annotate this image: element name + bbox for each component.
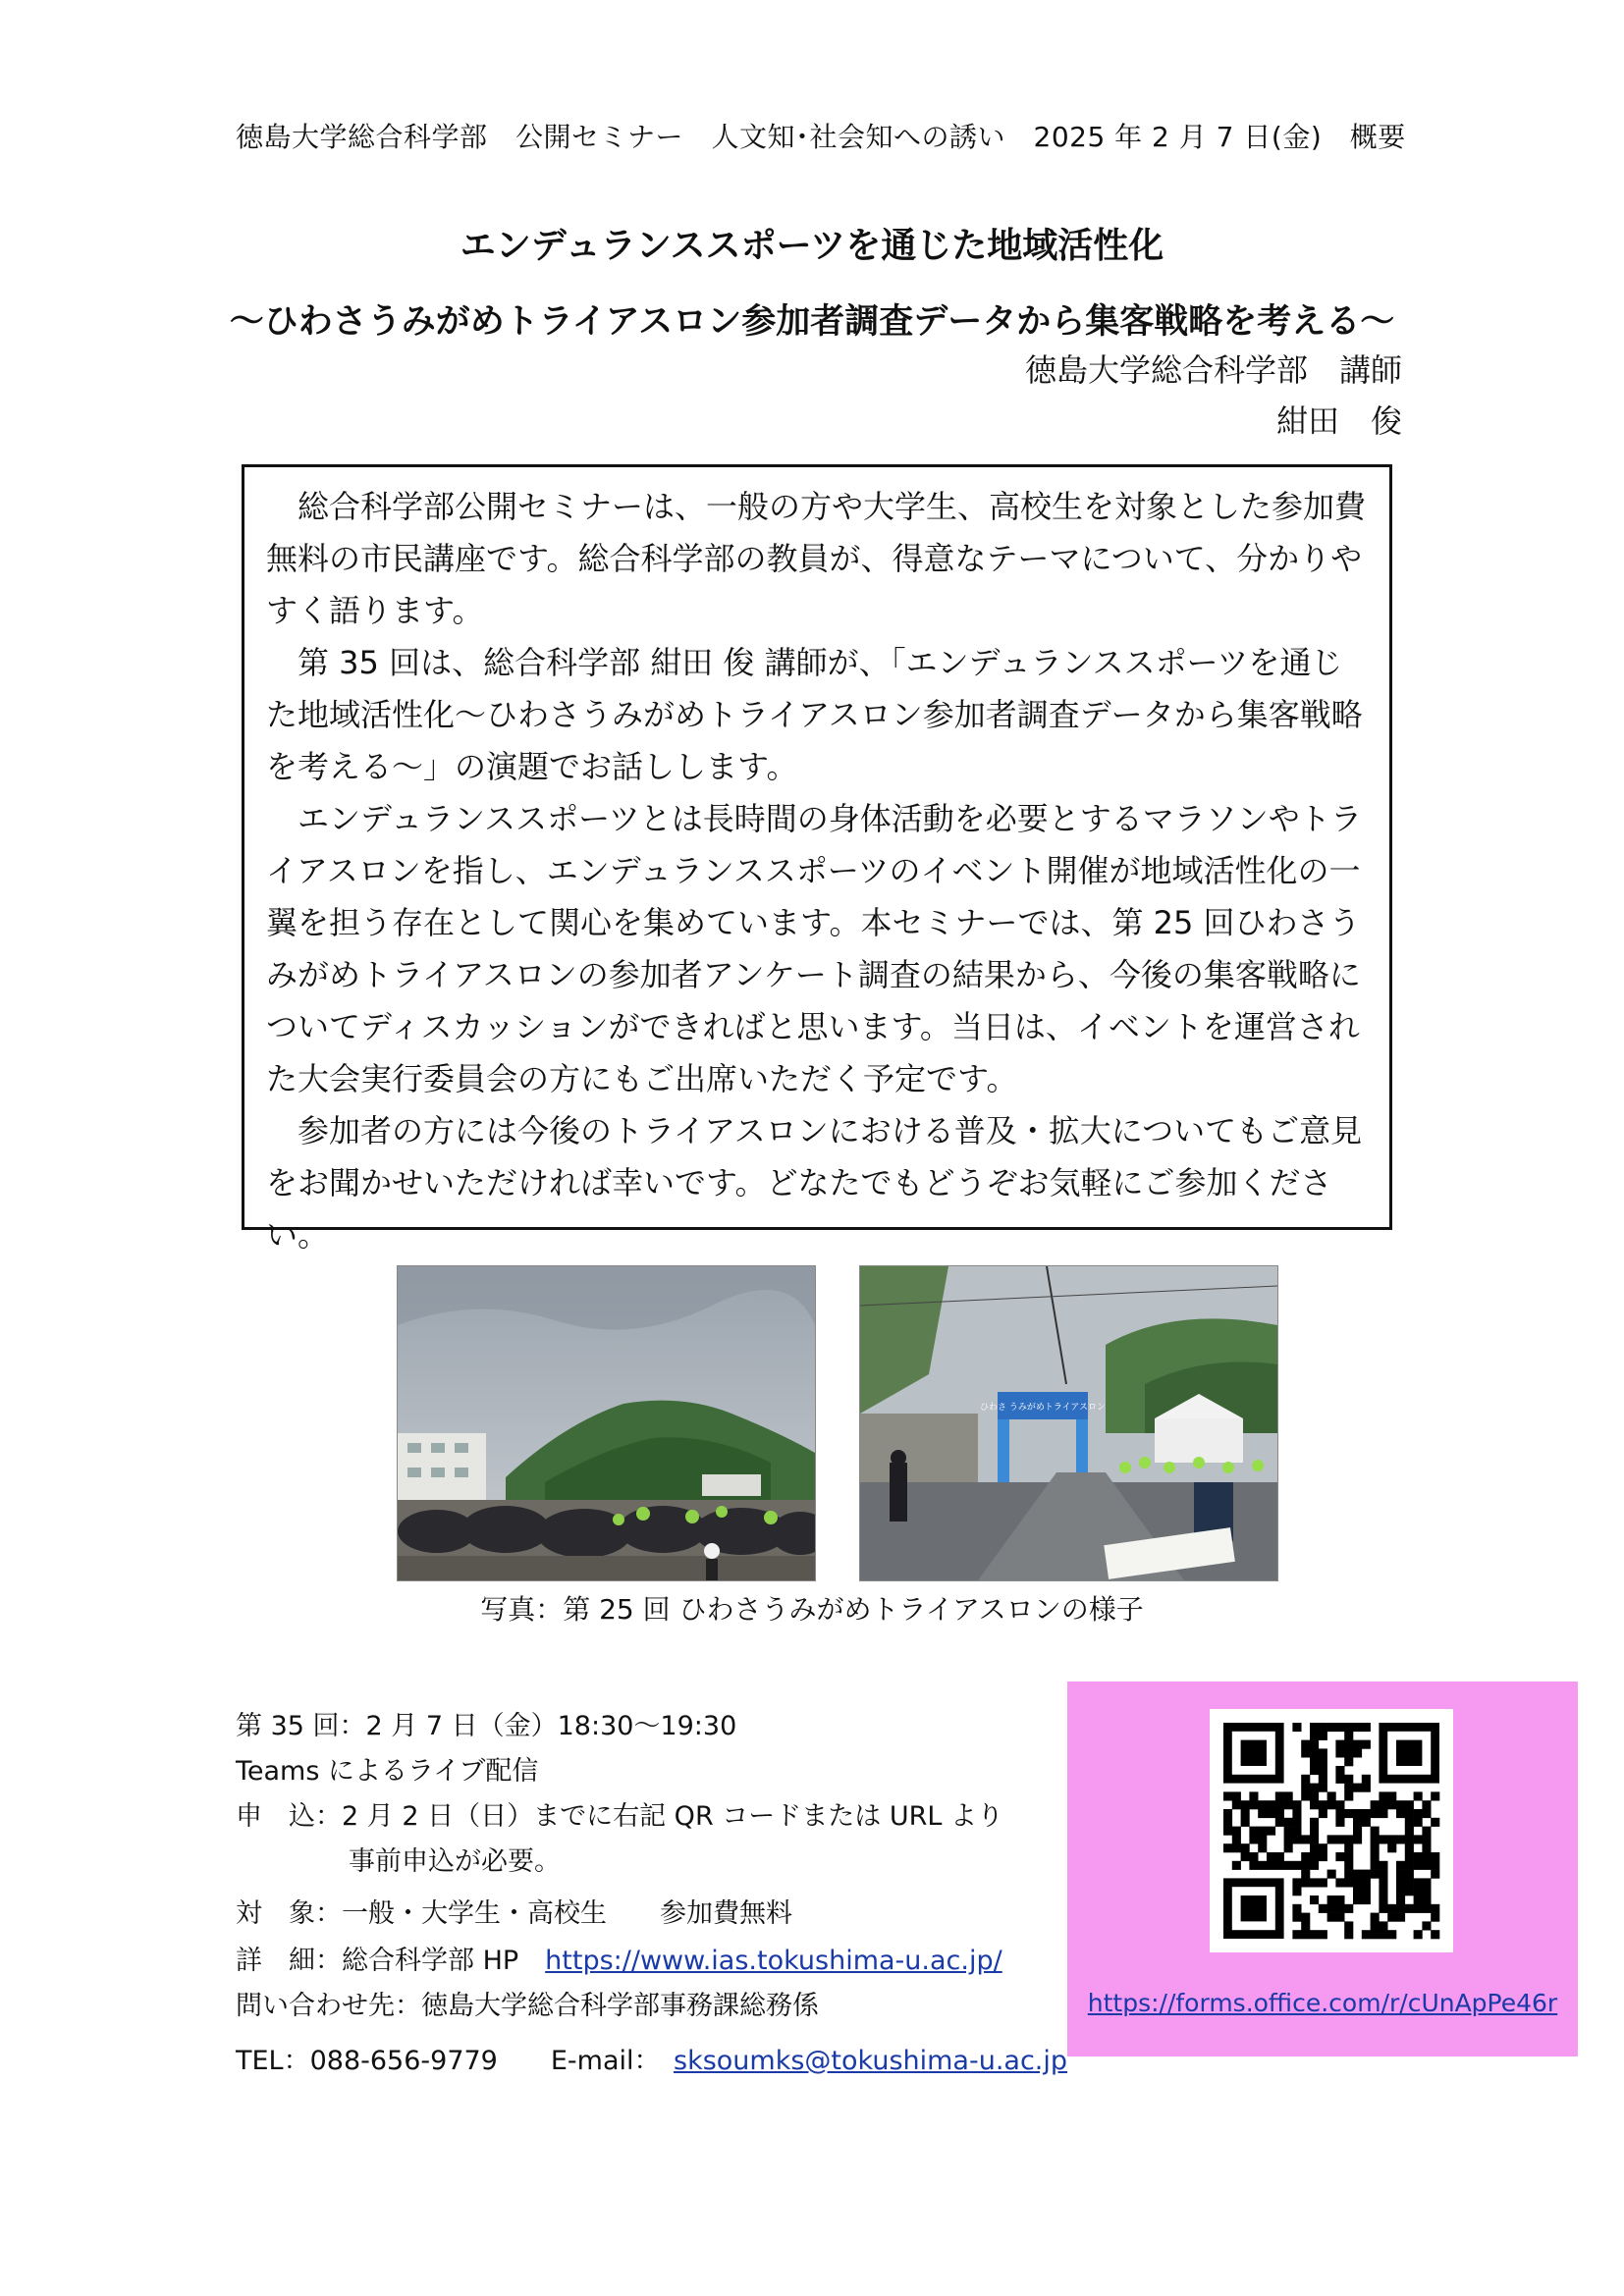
application-line xyxy=(236,1794,1003,1833)
target-value: 一般・大学生・高校生 参加費無料 xyxy=(342,1898,792,1929)
speaker-affiliation: 徳島大学総合科学部 講師 xyxy=(1024,351,1402,389)
application-label: 申 込： xyxy=(236,1801,342,1832)
seminar-subtitle: 〜ひわさうみがめトライアスロン参加者調査データから集客戦略を考える〜 xyxy=(229,302,1395,342)
intro-box xyxy=(242,464,1392,1254)
photo-caption: 写真：第 25 回 ひわさうみがめトライアスロンの様子 xyxy=(480,1593,1144,1626)
delivery-format: Teams によるライブ配信 xyxy=(236,1756,539,1787)
speaker-name: 紺田 俊 xyxy=(1275,402,1402,440)
detail-link[interactable]: https://www.ias.tokushima-u.ac.jp/ xyxy=(545,1946,1002,1976)
intro-paragraph: 参加者の方には今後のトライアスロンにおける普及・拡大についてもご意見をお聞かせいただければ幸いです。どなたでもどうぞお気軽にご参加ください。 xyxy=(266,1112,1363,1254)
detail-value: 総合科学部 HP xyxy=(342,1946,519,1976)
gate-banner: ひわさ うみがめトライアスロン xyxy=(980,1403,1106,1413)
contact-line: 問い合わせ先：徳島大学総合科学部事務課総務係 xyxy=(236,1991,819,2021)
target-line xyxy=(236,1892,792,1930)
photo-start-area xyxy=(397,1265,816,1581)
detail-label: 詳 細： xyxy=(236,1946,342,1976)
qr-code-icon[interactable] xyxy=(1210,1709,1453,1952)
email-link[interactable]: sksoumks@tokushima-u.ac.jp xyxy=(674,2046,1068,2076)
intro-paragraph: エンデュランススポーツとは長時間の身体活動を必要とするマラソンやトライアスロンを指し、エンデュランススポーツのイベント開催が地域活性化の一翼を担う存在として関心を集めています。本セミナーでは、第 25 回ひわさうみがめトライアスロンの参加者アンケート調査の結果から、今後の集客戦略についてディスカッションができればと思います。当日は、イベントを運営された大会実行委員会の方にもご出席いただく予定です。 xyxy=(266,800,1363,1097)
seminar-title: エンデュランススポーツを通じた地域活性化 xyxy=(460,226,1164,266)
header-line: 徳島大学総合科学部 公開セミナー 人文知･社会知への誘い 2025 年 2 月 7 日(金) 概要 xyxy=(236,121,1406,153)
photo-finish-gate xyxy=(859,1265,1278,1581)
form-link[interactable]: https://forms.office.com/r/cUnApPe46r xyxy=(1087,1989,1558,2017)
detail-line xyxy=(236,1939,1002,1977)
application-deadline: 2 月 2 日（日）までに右記 QR コードまたは URL より xyxy=(342,1801,1004,1832)
intro-paragraph: 総合科学部公開セミナーは、一般の方や大学生、高校生を対象とした参加費無料の市民講座です。総合科学部の教員が、得意なテーマについて、分かりやすく語ります。 xyxy=(266,488,1367,629)
application-note: 事前申込が必要。 xyxy=(349,1846,561,1877)
intro-paragraph: 第 35 回は、総合科学部 紺田 俊 講師が、「エンデュランススポーツを通じた地域活性化〜ひわさうみがめトライアスロン参加者調査データから集客戦略を考える〜」の演題でお話しします。 xyxy=(266,644,1363,785)
tel-label: TEL：088-656-9779 E-mail： xyxy=(236,2046,648,2076)
session-time: 第 35 回：2 月 7 日（金）18:30〜19:30 xyxy=(236,1711,737,1741)
target-label: 対 象： xyxy=(236,1898,342,1929)
tel-email-line xyxy=(236,2039,1067,2077)
